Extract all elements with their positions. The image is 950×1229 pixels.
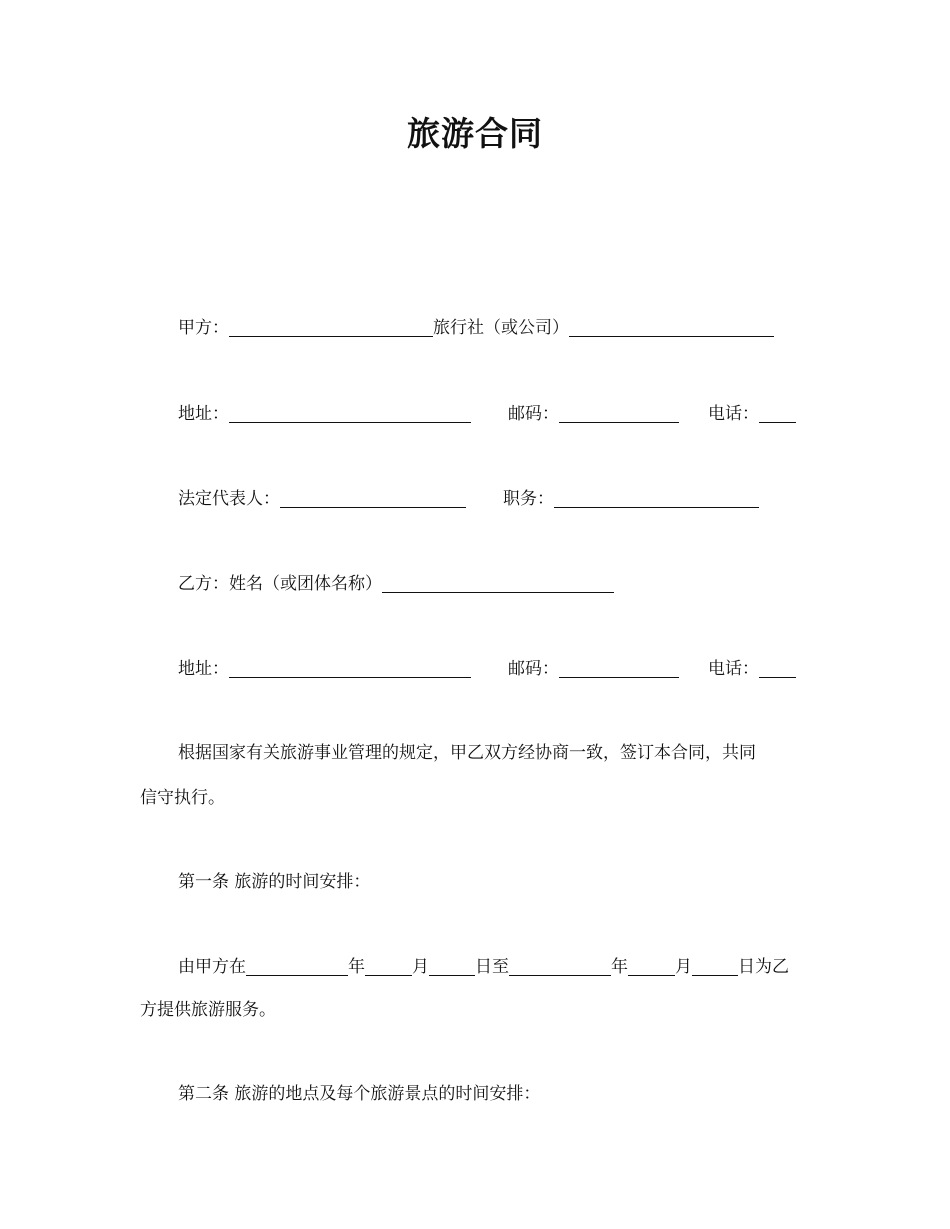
party-b-address-blank[interactable]	[229, 657, 471, 678]
day-to-label: 日至	[475, 957, 509, 977]
postcode-label: 邮码：	[508, 404, 559, 424]
phone-label: 电话：	[708, 659, 759, 679]
preamble-line-2: 信守执行。	[140, 788, 225, 808]
year-label: 年	[611, 957, 628, 977]
party-a-line	[178, 316, 774, 340]
party-a-address-blank[interactable]	[229, 402, 471, 423]
postcode-label: 邮码：	[508, 659, 559, 679]
party-b-postcode-blank[interactable]	[559, 657, 679, 678]
party-b-label: 乙方：姓名（或团体名称）	[178, 574, 382, 594]
preamble-line-1: 根据国家有关旅游事业管理的规定，甲乙双方经协商一致，签订本合同，共同	[178, 743, 756, 763]
party-b-address-line	[178, 657, 796, 681]
legal-rep-blank[interactable]	[280, 487, 466, 508]
party-b-line	[178, 572, 614, 596]
legal-rep-line	[178, 487, 759, 511]
page-title: 旅游合同	[407, 114, 543, 153]
party-a-address-line	[178, 402, 796, 426]
end-day-blank[interactable]	[692, 955, 738, 976]
article-1-dates-line	[178, 955, 789, 979]
article-2-heading: 第二条 旅游的地点及每个旅游景点的时间安排：	[178, 1084, 541, 1104]
agency-label: 旅行社（或公司）	[433, 318, 569, 338]
start-day-blank[interactable]	[429, 955, 475, 976]
party-a-postcode-blank[interactable]	[559, 402, 679, 423]
month-label: 月	[412, 957, 429, 977]
day-for-label: 日为乙	[738, 957, 789, 977]
year-label: 年	[348, 957, 365, 977]
agency-name-blank[interactable]	[569, 316, 774, 337]
start-month-blank[interactable]	[365, 955, 412, 976]
address-label: 地址：	[178, 659, 229, 679]
position-blank[interactable]	[554, 487, 759, 508]
party-a-phone-blank[interactable]	[759, 402, 796, 423]
party-a-label: 甲方：	[178, 318, 229, 338]
party-b-phone-blank[interactable]	[759, 657, 796, 678]
month-label: 月	[675, 957, 692, 977]
end-month-blank[interactable]	[628, 955, 675, 976]
end-year-blank[interactable]	[509, 955, 611, 976]
party-b-name-blank[interactable]	[382, 572, 614, 593]
legal-rep-label: 法定代表人：	[178, 489, 280, 509]
start-year-blank[interactable]	[246, 955, 348, 976]
article-1-heading: 第一条 旅游的时间安排：	[178, 872, 371, 892]
article-1-line-2: 方提供旅游服务。	[140, 1000, 276, 1020]
from-label: 由甲方在	[178, 957, 246, 977]
position-label: 职务：	[503, 489, 554, 509]
party-a-name-blank[interactable]	[229, 316, 433, 337]
address-label: 地址：	[178, 404, 229, 424]
phone-label: 电话：	[708, 404, 759, 424]
